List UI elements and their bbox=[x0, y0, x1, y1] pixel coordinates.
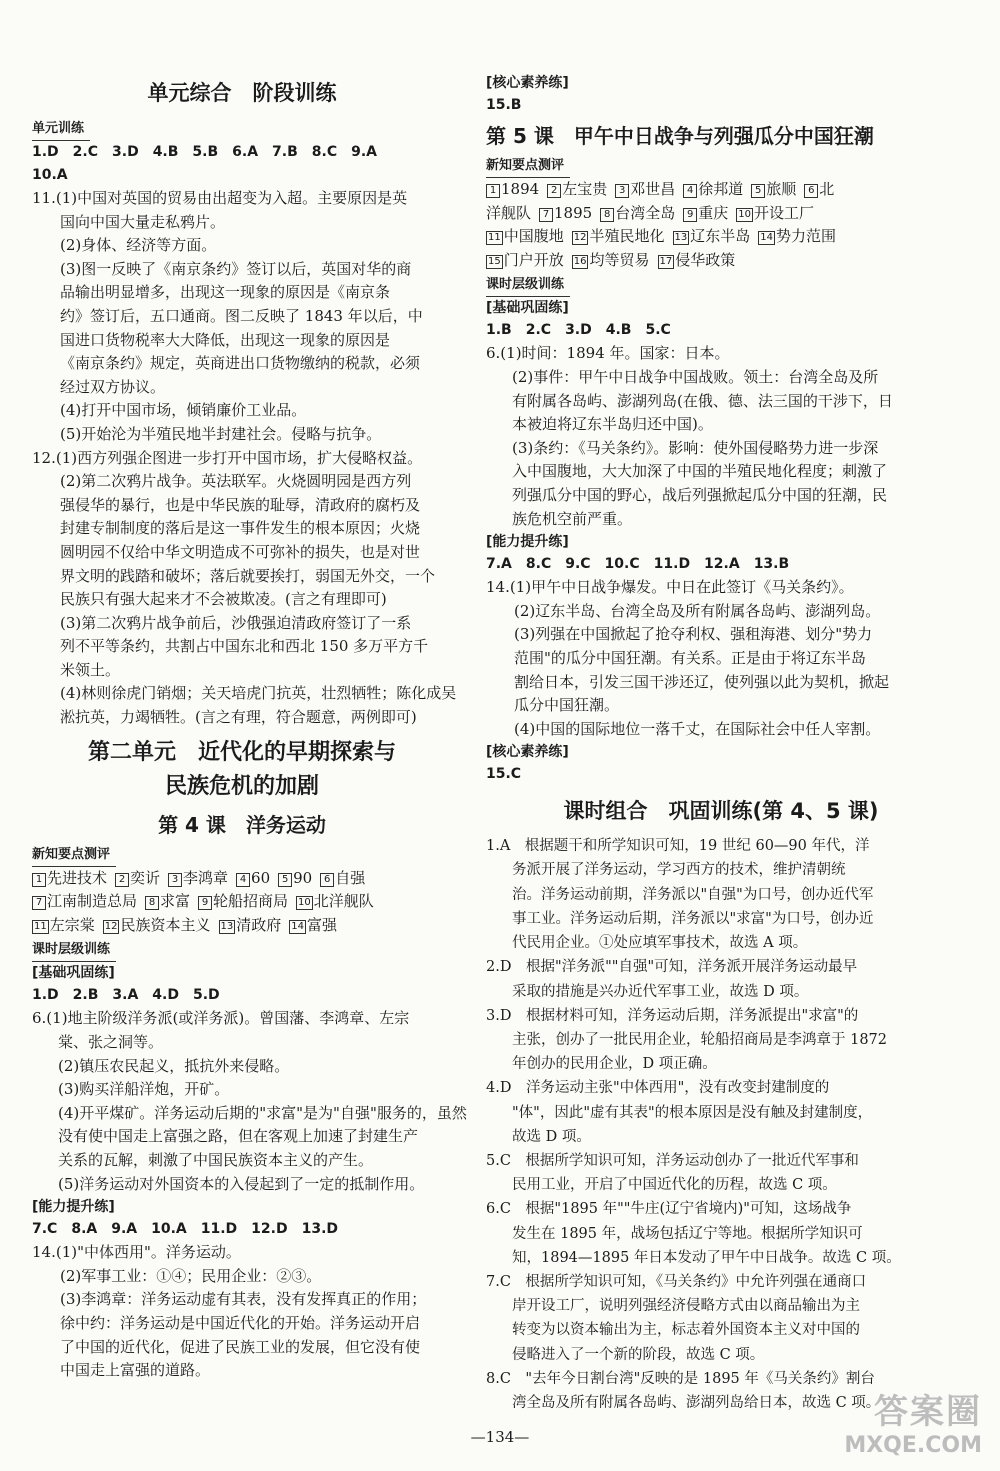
text-line: (4)开平煤矿。洋务运动后期的"求富"是为"自强"服务的，虽然 bbox=[58, 1103, 467, 1122]
text-line: 8.C "去年今日割台湾"反映的是 1895 年《马关条约》割台 bbox=[486, 1370, 875, 1387]
text-line: 徐中约：洋务运动是中国近代化的开始。洋务运动开启 bbox=[60, 1313, 421, 1332]
knowledge-point-item bbox=[683, 180, 743, 198]
knowledge-point-item bbox=[219, 916, 282, 934]
right-column bbox=[486, 72, 956, 1415]
answer-line: 1.D 2.B 3.A 4.D 5.D bbox=[32, 987, 220, 1004]
knowledge-point-text: 旅顺 bbox=[766, 180, 797, 198]
knowledge-point-item bbox=[658, 251, 736, 269]
text-line: 民族只有强大起来才不会被欺凌。(言之有理即可) bbox=[60, 590, 387, 609]
blank-number-box: 10 bbox=[738, 208, 751, 220]
knowledge-point-item bbox=[572, 227, 665, 245]
subsection-basic: [基础巩固练] bbox=[486, 300, 569, 317]
watermark-logo bbox=[844, 1384, 982, 1458]
text-line: 没有使中国走上富强之路，但在客观上加速了封建生产 bbox=[58, 1127, 419, 1146]
blank-number-box: 2 bbox=[547, 184, 561, 198]
knowledge-points bbox=[486, 178, 956, 272]
text-line: 转变为以资本输出为主，标志着外国资本主义对中国的 bbox=[512, 1322, 860, 1339]
knowledge-point-text: 北 bbox=[819, 180, 835, 198]
blank-number-box: 13 bbox=[674, 232, 688, 244]
section-label-new-knowledge: 新知要点测评 bbox=[486, 155, 570, 178]
watermark-url: MXQE.COM bbox=[844, 1433, 982, 1458]
knowledge-point-item bbox=[683, 204, 728, 222]
text-line: 事工业。洋务运动后期，洋务派以"求富"为口号，创办近 bbox=[512, 910, 874, 927]
text-line: 国向中国大量走私鸦片。 bbox=[60, 212, 226, 231]
knowledge-point-text: 江南制造总局 bbox=[47, 892, 138, 911]
text-line: 故选 D 项。 bbox=[512, 1128, 591, 1145]
knowledge-point-item bbox=[736, 204, 814, 222]
blank-number-box: 9 bbox=[683, 208, 697, 222]
question-12 bbox=[32, 447, 457, 730]
text-line: 5.C 根据所学知识可知，洋务运动创办了一批近代军事和 bbox=[486, 1152, 859, 1169]
text-line: 民用工业，开启了中国近代化的历程，故选 C 项。 bbox=[512, 1177, 837, 1194]
knowledge-point-item bbox=[168, 869, 228, 887]
knowledge-point-text: 台湾全岛 bbox=[615, 203, 676, 222]
knowledge-point-row bbox=[32, 890, 452, 914]
knowledge-point-text: 邓世昌 bbox=[630, 180, 676, 198]
blank-number-box: 17 bbox=[659, 255, 673, 267]
text-line: 列强瓜分中国的野心，战后列强掀起瓜分中国的狂潮，民 bbox=[512, 485, 888, 504]
blank-number-box: 4 bbox=[236, 873, 250, 887]
knowledge-point-text: 富强 bbox=[306, 915, 337, 934]
answer-line: 1.B 2.C 3.D 4.B 5.C bbox=[486, 322, 671, 339]
left-column bbox=[32, 72, 467, 1383]
text-line: 界文明的践踏和破坏；落后就要挨打，弱国无外交，一个 bbox=[60, 566, 436, 585]
text-line: 米领土。 bbox=[60, 660, 121, 679]
answer-line: 15.B bbox=[486, 97, 522, 113]
text-line: 2.D 根据"洋务派""自强"可知，洋务派开展洋务运动最早 bbox=[486, 959, 858, 976]
text-line: (3)列强在中国掀起了抢夺利权、强租海港、划分"势力 bbox=[514, 625, 873, 644]
knowledge-point-item bbox=[547, 180, 607, 198]
text-line: (5)开始沦为半殖民地半封建社会。侵略与抗争。 bbox=[60, 424, 382, 443]
text-line: (2)军事工业：①④；民用企业：②③。 bbox=[60, 1266, 322, 1285]
question-14 bbox=[486, 576, 956, 741]
knowledge-point-text: 左宝贵 bbox=[562, 180, 608, 198]
knowledge-point-item bbox=[758, 227, 836, 245]
text-line: 治。洋务运动前期，洋务派以"自强"为口号，创办近代军 bbox=[512, 886, 874, 903]
knowledge-point-text: 开设工厂 bbox=[753, 203, 814, 222]
blank-number-box: 11 bbox=[34, 920, 47, 932]
section-title: 单元综合 阶段训练 bbox=[147, 81, 337, 105]
blank-number-box: 6 bbox=[320, 873, 334, 887]
blank-number-box: 1 bbox=[32, 873, 46, 887]
text-line: 约》签订后，五口通商。图二反映了 1843 年以后，中 bbox=[60, 306, 423, 325]
knowledge-point-item bbox=[103, 916, 211, 934]
blank-number-box: 14 bbox=[291, 920, 304, 932]
question-11 bbox=[32, 187, 452, 447]
text-line: 封建专制制度的落后是这一事件发生的根本原因；火烧 bbox=[60, 519, 421, 538]
blank-number-box: 3 bbox=[168, 873, 182, 887]
knowledge-point-item bbox=[115, 869, 160, 887]
knowledge-point-row bbox=[486, 225, 956, 249]
blank-number-box: 16 bbox=[573, 255, 587, 267]
blank-number-box: 14 bbox=[760, 232, 773, 244]
subsection-ability: [能力提升练] bbox=[486, 534, 569, 551]
knowledge-point-text: 李鸿章 bbox=[183, 868, 229, 887]
knowledge-point-item bbox=[751, 180, 796, 198]
knowledge-point-text: 求富 bbox=[160, 892, 191, 911]
text-line: (3)李鸿章：洋务运动虚有其表，没有发挥真正的作用； bbox=[60, 1290, 427, 1309]
text-line: 知，1894—1895 年日本发动了甲午中日战争。故选 C 项。 bbox=[512, 1249, 901, 1266]
knowledge-point-text: 1895 bbox=[554, 203, 593, 222]
blank-number-box: 12 bbox=[573, 232, 587, 244]
blank-number-box: 2 bbox=[115, 873, 129, 887]
section-label-class-training: 课时层级训练 bbox=[32, 939, 116, 962]
knowledge-point-item bbox=[572, 251, 650, 269]
answer-line: 7.C 8.A 9.A 10.A 11.D 12.D 13.D bbox=[32, 1221, 339, 1238]
text-line: 3.D 根据材料可知，洋务运动后期，洋务派提出"求富"的 bbox=[486, 1007, 859, 1024]
text-line: 年创办的民用企业，D 项正确。 bbox=[512, 1056, 717, 1073]
subsection-core: [核心素养练] bbox=[486, 75, 569, 91]
text-line: 列不平等条约，共割占中国东北和西北 150 多万平方千 bbox=[60, 637, 429, 656]
blank-number-box: 8 bbox=[145, 896, 159, 910]
knowledge-point-text: 势力范围 bbox=[775, 227, 836, 246]
text-line: 6.C 根据"1895 年""牛庄(辽宁省境内)"可知，这场战争 bbox=[486, 1201, 852, 1218]
subsection-core: [核心素养练] bbox=[486, 744, 569, 761]
knowledge-point-item bbox=[486, 227, 564, 245]
knowledge-point-text: 轮船招商局 bbox=[213, 892, 289, 911]
knowledge-point-row bbox=[486, 249, 956, 273]
text-line: 《南京条约》规定，英商进出口货物缴纳的税款，必须 bbox=[60, 354, 421, 373]
blank-number-box: 12 bbox=[104, 920, 118, 932]
blank-number-box: 4 bbox=[683, 184, 697, 198]
text-line: 14.(1)"中体西用"。洋务运动。 bbox=[32, 1243, 241, 1262]
text-line: 关系的瓦解，刺激了中国民族资本主义的产生。 bbox=[58, 1151, 374, 1169]
text-line: 发生在 1895 年，战场包括辽宁等地。根据所学知识可 bbox=[512, 1225, 863, 1242]
text-line: 6.(1)时间：1894 年。国家：日本。 bbox=[486, 344, 730, 363]
knowledge-point-text: 半殖民地化 bbox=[589, 227, 665, 246]
text-line: "体"，因此"虚有其表"的根本原因是没有触及封建制度， bbox=[512, 1104, 873, 1121]
question-6 bbox=[32, 1007, 467, 1196]
knowledge-point-text: 辽东半岛 bbox=[690, 227, 751, 246]
text-line: 7.C 根据所学知识可知，《马关条约》中允许列强在通商口 bbox=[486, 1273, 867, 1290]
text-line: 岸开设工厂，说明列强经济侵略方式由以商品输出为主 bbox=[512, 1298, 860, 1315]
knowledge-point-text: 重庆 bbox=[698, 203, 729, 222]
text-line: 6.(1)地主阶级洋务派(或洋务派)。曾国藩、李鸿章、左宗 bbox=[32, 1009, 410, 1028]
answer-line: 7.A 8.C 9.C 10.C 11.D 12.A 13.B bbox=[486, 556, 790, 573]
text-line: 湾全岛及所有附属各岛屿、澎湖列岛给日本，故选 C 项。 bbox=[512, 1394, 881, 1411]
unit-heading: 民族危机的加剧 bbox=[164, 773, 319, 799]
unit-heading: 第二单元 近代化的早期探索与 bbox=[87, 739, 396, 765]
section-label-unit-training: 单元训练 bbox=[32, 118, 90, 141]
knowledge-points bbox=[32, 867, 452, 938]
knowledge-point-text: 均等贸易 bbox=[589, 250, 650, 269]
text-line: 经过双方协议。 bbox=[60, 377, 166, 396]
knowledge-point-item bbox=[804, 180, 834, 198]
text-line: (3)购买洋船洋炮，开矿。 bbox=[58, 1080, 230, 1099]
knowledge-point-row bbox=[32, 914, 452, 938]
text-line: 主张，创办了一批民用企业，轮船招商局是李鸿章于 1872 bbox=[512, 1031, 888, 1048]
knowledge-point-item bbox=[32, 869, 107, 887]
text-line: 淞抗英，力竭牺牲。(言之有理，符合题意，两例即可) bbox=[60, 708, 417, 727]
text-line: (5)洋务运动对外国资本的入侵起到了一定的抵制作用。 bbox=[58, 1174, 425, 1193]
blank-number-box: 7 bbox=[539, 208, 553, 222]
blank-number-box: 3 bbox=[615, 184, 629, 198]
text-line: 12.(1)西方列强企图进一步打开中国市场，扩大侵略权益。 bbox=[32, 448, 423, 467]
knowledge-point-item bbox=[32, 916, 95, 934]
text-line: (3)图一反映了《南京条约》签订以后，英国对华的商 bbox=[60, 259, 412, 278]
text-line: 采取的措施是兴办近代军事工业，故选 D 项。 bbox=[512, 983, 809, 1000]
text-line: 中国走上富强的道路。 bbox=[60, 1361, 211, 1380]
blank-number-box: 7 bbox=[32, 896, 46, 910]
knowledge-point-text: 清政府 bbox=[236, 915, 282, 934]
text-line: 侵略进入了一个新的阶段，故选 C 项。 bbox=[512, 1346, 765, 1363]
knowledge-point-item bbox=[278, 869, 312, 887]
text-line: 瓜分中国狂潮。 bbox=[514, 696, 620, 715]
text-line: 4.D 洋务运动主张"中体西用"，没有改变封建制度的 bbox=[486, 1080, 830, 1097]
answer-line: 10.A bbox=[32, 167, 68, 183]
question-14 bbox=[32, 1241, 452, 1383]
knowledge-point-item bbox=[145, 892, 190, 910]
blank-number-box: 11 bbox=[488, 232, 501, 244]
blank-number-box: 10 bbox=[298, 897, 311, 909]
knowledge-point-row bbox=[32, 867, 452, 891]
knowledge-point-text: 1894 bbox=[501, 180, 540, 198]
knowledge-point-item bbox=[539, 204, 592, 222]
watermark-text: 答案圈 bbox=[874, 1392, 982, 1432]
text-line: (4)打开中国市场，倾销廉价工业品。 bbox=[60, 401, 307, 420]
knowledge-point-text: 60 bbox=[251, 868, 271, 887]
text-line: 范围"的瓜分中国狂潮。有关系。正是由于将辽东半岛 bbox=[514, 648, 866, 667]
text-line: 强侵华的暴行，也是中华民族的耻辱，清政府的腐朽及 bbox=[60, 495, 421, 514]
blank-number-box: 8 bbox=[600, 208, 614, 222]
knowledge-point-text: 民族资本主义 bbox=[120, 915, 211, 934]
text-line: (2)镇压农民起义，抵抗外来侵略。 bbox=[58, 1056, 290, 1075]
page-number: —134— bbox=[470, 1428, 530, 1446]
text-line: (3)条约：《马关条约》。影响：使外国侵略势力进一步深 bbox=[512, 438, 879, 457]
knowledge-point-item bbox=[198, 892, 288, 910]
text-line: 了中国的近代化，促进了民族工业的发展，但它没有使 bbox=[60, 1337, 421, 1356]
text-line: 1.A 根据题干和所学知识可知，19 世纪 60—90 年代，洋 bbox=[486, 838, 870, 855]
text-line: 割给日本，引发三国干涉还辽，使列强以此为契机，掀起 bbox=[514, 672, 890, 691]
knowledge-point-item bbox=[615, 180, 675, 198]
knowledge-point-item bbox=[320, 869, 365, 887]
knowledge-point-item bbox=[486, 251, 564, 269]
text-line: 本被迫将辽东半岛归还中国)。 bbox=[512, 415, 713, 434]
text-line: 入中国腹地，大大加深了中国的半殖民地化程度；刺激了 bbox=[512, 462, 888, 481]
knowledge-point-text: 90 bbox=[293, 868, 313, 887]
knowledge-point-text: 北洋舰队 bbox=[313, 892, 374, 911]
knowledge-point-text: 奕䜣 bbox=[130, 868, 161, 887]
lesson-5-heading: 第 5 课 甲午中日战争与列强瓜分中国狂潮 bbox=[486, 124, 874, 148]
knowledge-point-item bbox=[296, 892, 374, 910]
text-line: (4)中国的国际地位一落千丈，在国际社会中任人宰割。 bbox=[514, 719, 881, 738]
text-line: (3)第二次鸦片战争前后，沙俄强迫清政府签订了一系 bbox=[60, 613, 412, 632]
blank-number-box: 13 bbox=[220, 920, 234, 932]
lesson-4-heading: 第 4 课 洋务运动 bbox=[158, 812, 326, 837]
text-line: 有附属各岛屿、澎湖列岛(在俄、德、法三国的干涉下，日 bbox=[512, 391, 893, 410]
knowledge-point-item bbox=[236, 869, 270, 887]
question-6 bbox=[486, 342, 956, 531]
explanations bbox=[486, 834, 956, 1415]
knowledge-point-row bbox=[486, 178, 956, 202]
text-line: (4)林则徐虎门销烟；关天培虎门抗英，壮烈牺牲；陈化成吴 bbox=[60, 684, 457, 703]
text-line: 品输出明显增多，出现这一现象的原因是《南京条 bbox=[60, 283, 391, 302]
knowledge-point-text: 侵华政策 bbox=[675, 250, 736, 269]
knowledge-point-text: 左宗棠 bbox=[49, 915, 95, 934]
subsection-basic: [基础巩固练] bbox=[32, 965, 115, 982]
answer-line: 1.D 2.C 3.D 4.B 5.B 6.A 7.B 8.C 9.A bbox=[32, 144, 378, 160]
text-line: (2)第二次鸦片战争。英法联军。火烧圆明园是西方列 bbox=[60, 472, 412, 491]
knowledge-point-item bbox=[673, 227, 751, 245]
answer-line: 15.C bbox=[486, 766, 522, 783]
knowledge-point-item bbox=[32, 892, 137, 910]
knowledge-point-text: 洋舰队 bbox=[486, 203, 532, 222]
knowledge-point-text: 自强 bbox=[335, 868, 366, 887]
knowledge-point-item bbox=[600, 204, 675, 222]
blank-number-box: 1 bbox=[486, 184, 500, 198]
blank-number-box: 5 bbox=[278, 873, 292, 887]
subsection-ability: [能力提升练] bbox=[32, 1199, 115, 1216]
text-line: 14.(1)甲午中日战争爆发。中日在此签订《马关条约》。 bbox=[486, 578, 854, 597]
text-line: (2)身体、经济等方面。 bbox=[60, 236, 217, 255]
text-line: 族危机空前严重。 bbox=[512, 509, 633, 528]
section-label-class-training: 课时层级训练 bbox=[486, 274, 570, 297]
text-line: 代民用企业。①处应填军事技术，故选 A 项。 bbox=[512, 935, 808, 952]
text-line: (2)事件：甲午中日战争中国战败。领土：台湾全岛及所 bbox=[512, 367, 879, 386]
blank-number-box: 9 bbox=[198, 896, 212, 910]
text-line: 棠、张之洞等。 bbox=[58, 1033, 164, 1052]
text-line: 国进口货物税率大大降低，出现这一现象的原因是 bbox=[60, 330, 391, 349]
text-line: 务派开展了洋务运动，学习西方的技术，维护清朝统 bbox=[512, 862, 846, 879]
knowledge-point-text: 门户开放 bbox=[503, 250, 564, 269]
knowledge-point-text: 先进技术 bbox=[47, 868, 108, 887]
knowledge-point-item bbox=[289, 916, 337, 934]
blank-number-box: 6 bbox=[804, 184, 818, 198]
section-title: 课时组合 巩固训练(第 4、5 课) bbox=[563, 799, 879, 824]
knowledge-point-item bbox=[486, 180, 539, 198]
section-label-new-knowledge: 新知要点测评 bbox=[32, 844, 116, 867]
knowledge-point-text: 中国腹地 bbox=[503, 227, 564, 246]
knowledge-point-item bbox=[486, 204, 531, 222]
text-line: 圆明园不仅给中华文明造成不可弥补的损失，也是对世 bbox=[60, 542, 421, 561]
knowledge-point-text: 徐邦道 bbox=[698, 180, 744, 198]
blank-number-box: 15 bbox=[488, 255, 501, 267]
knowledge-point-row bbox=[486, 202, 956, 226]
blank-number-box: 5 bbox=[751, 184, 765, 198]
text-line: 11.(1)中国对英国的贸易由出超变为入超。主要原因是英 bbox=[32, 189, 408, 207]
text-line: (2)辽东半岛、台湾全岛及所有附属各岛屿、澎湖列岛。 bbox=[514, 601, 881, 620]
